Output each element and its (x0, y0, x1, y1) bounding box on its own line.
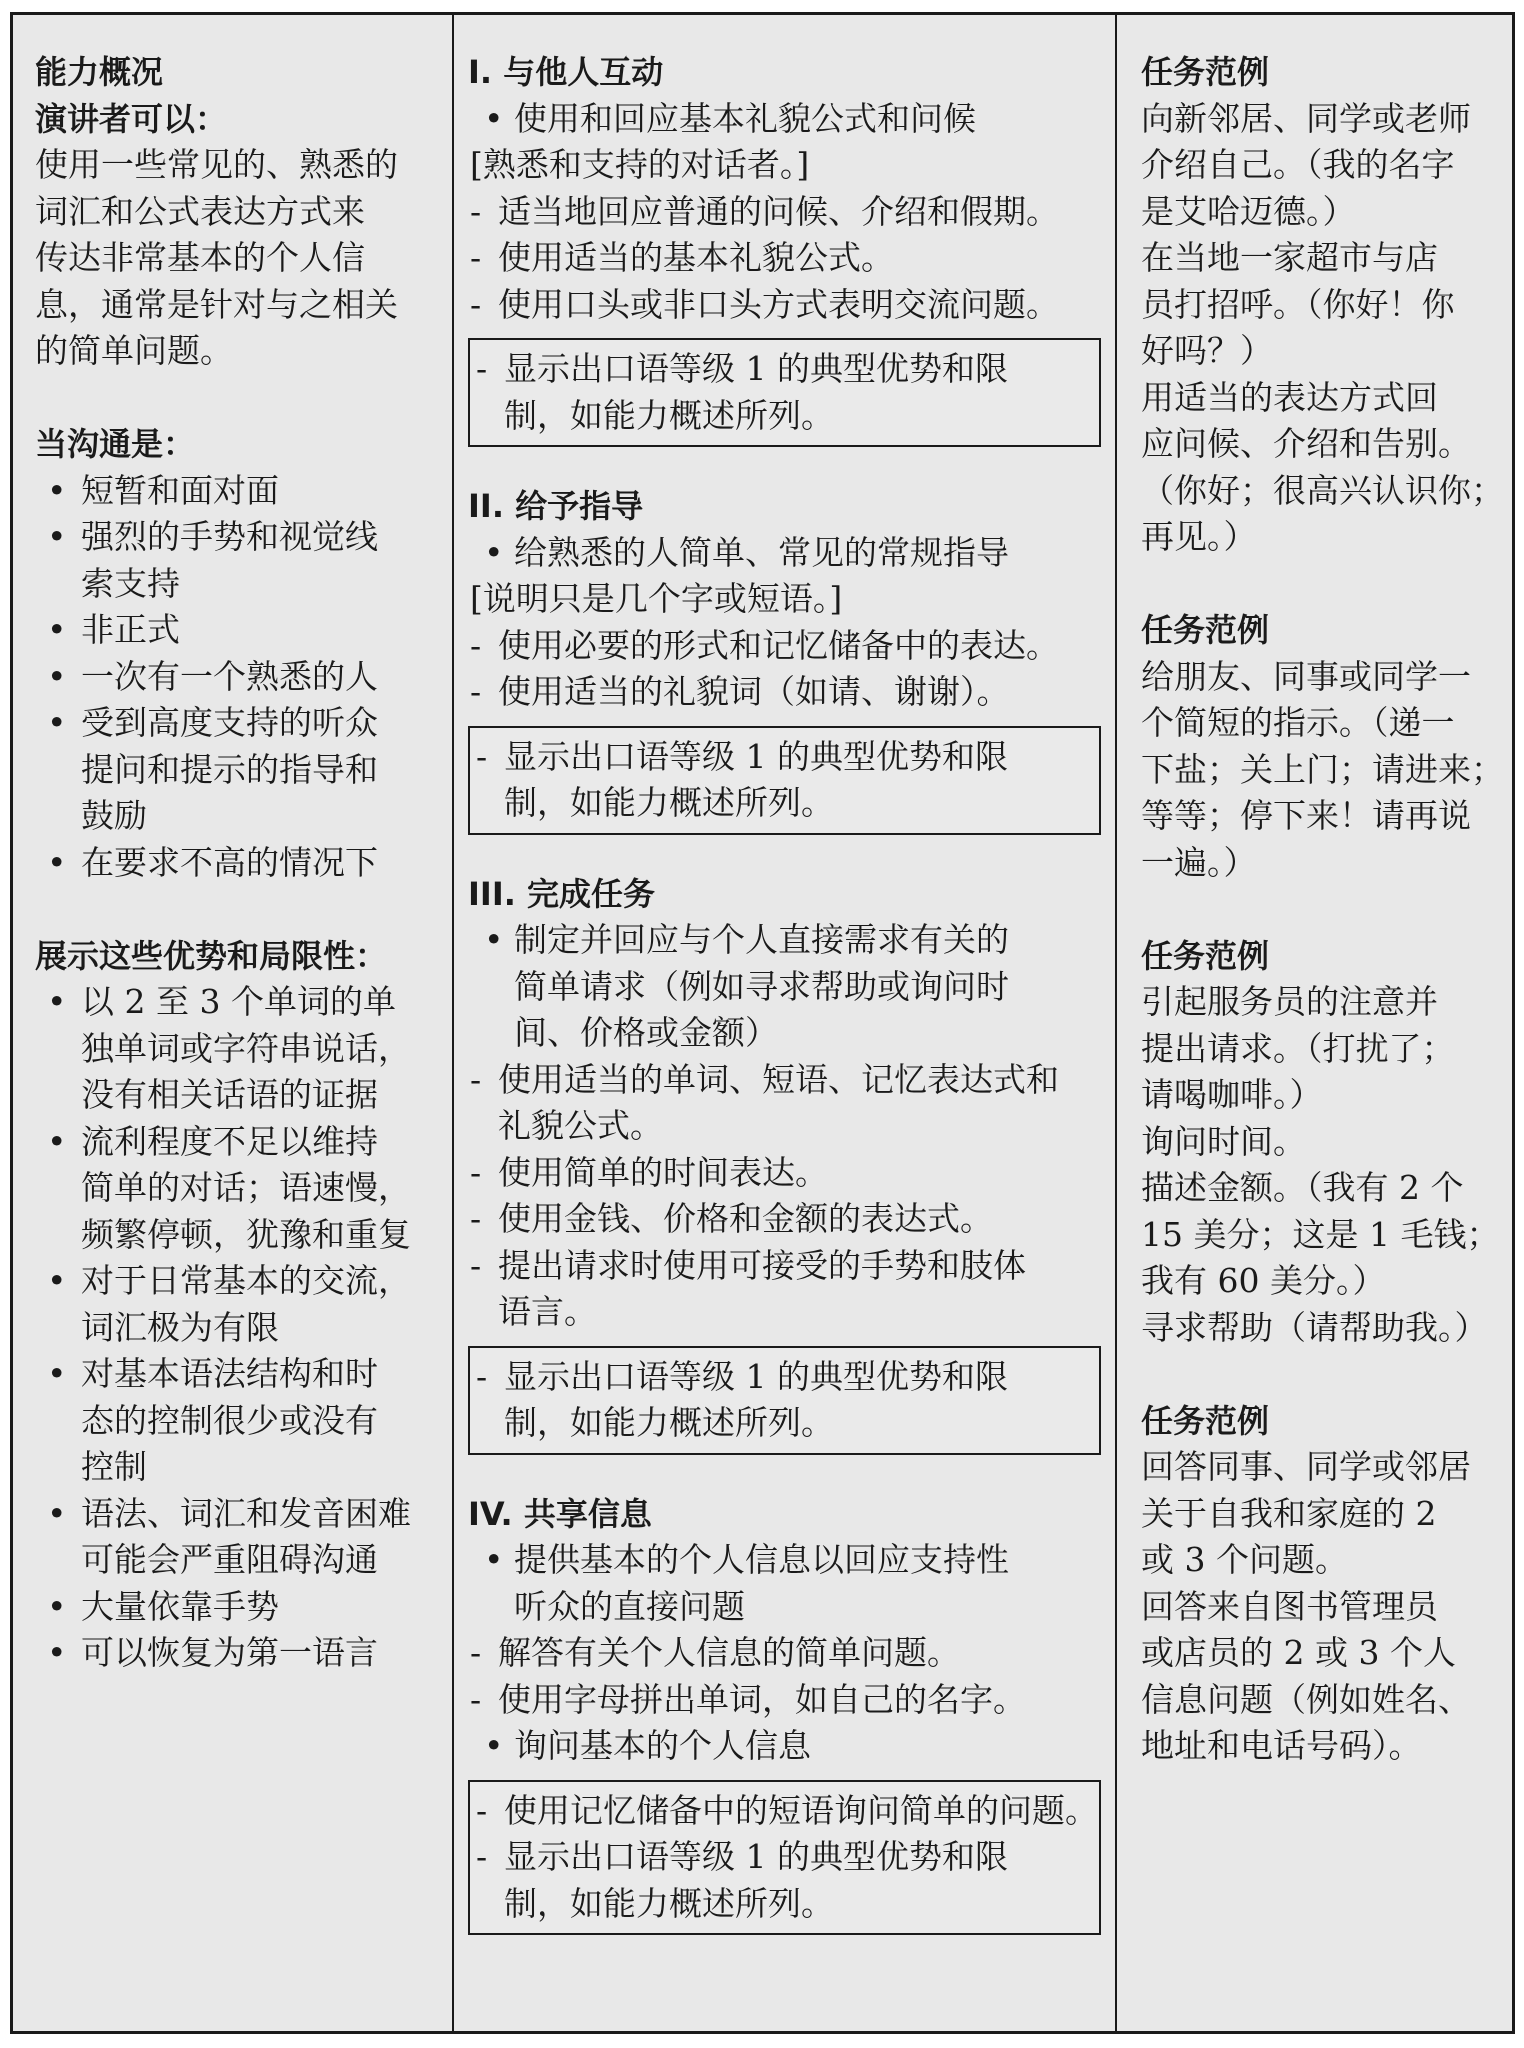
bullet-icon: • (484, 920, 504, 959)
list-item: - 使用必要的形式和记忆储备中的表达。 (470, 625, 1059, 665)
section-title: II. 给予指导 (468, 487, 644, 525)
bullet-icon: • (484, 1726, 504, 1765)
bullet-icon: • (484, 532, 504, 572)
bullet-icon: • (47, 703, 67, 742)
limitations-list (35, 979, 438, 1677)
list-item: - 使用适当的礼貌词（如请、谢谢）。 (470, 672, 1010, 711)
boxed-note: - 使用记忆储备中的短语询问简单的问题。 - 显示出口语等级 1 的典型优势和限 制，如能力概述所列。 (468, 1780, 1101, 1936)
sample-tasks-column (1117, 15, 1512, 2031)
list-item: • 对基本语法结构和时 态的控制很少或没有 控制 (35, 1351, 438, 1491)
profile-column (13, 15, 454, 2031)
bullet-icon: • (47, 982, 67, 1021)
list-item: • 受到高度支持的听众 提问和提示的指导和 鼓励 (35, 700, 438, 840)
list-item: • 大量依靠手势 (35, 1584, 438, 1631)
bullet-icon: • (47, 1354, 67, 1393)
bullet-icon: • (47, 842, 67, 882)
sample-task-title: 任务范例 (1141, 936, 1270, 975)
profile-intro (35, 142, 438, 375)
list-item: - 使用适当的单词、短语、记忆表达式和 礼貌公式。 (470, 1059, 1059, 1145)
bullet-icon: • (47, 517, 67, 556)
boxed-note: - 显示出口语等级 1 的典型优势和限 制，如能力概述所列。 (468, 1346, 1101, 1455)
list-item: - 使用简单的时间表达。 (470, 1152, 828, 1192)
list-item: • 对于日常基本的交流， 词汇极为有限 (35, 1258, 438, 1351)
bullet-icon: • (47, 470, 67, 510)
list-item: • 询问基本的个人信息 (468, 1723, 1101, 1770)
bullet-icon: • (484, 1540, 504, 1579)
list-item: • 以 2 至 3 个单词的单 独单词或字符串说话， 没有相关话语的证据 (35, 979, 438, 1119)
bullet-icon: • (47, 610, 67, 649)
boxed-note: - 显示出口语等级 1 的典型优势和限 制，如能力概述所列。 (468, 726, 1101, 835)
list-item: • 强烈的手势和视觉线 索支持 (35, 514, 438, 607)
bullet-icon: • (47, 1493, 67, 1533)
bullet-icon: • (484, 98, 504, 138)
bullet-icon: • (47, 1586, 67, 1626)
list-item: • 在要求不高的情况下 (35, 840, 438, 887)
list-item: • 非正式 (35, 607, 438, 654)
list-item: • 给熟悉的人简单、常见的常规指导 (468, 530, 1101, 577)
sample-task-title: 任务范例 (1141, 1401, 1270, 1440)
sample-task-block: 任务范例 给朋友、同事或同学一 个简短的指示。（递一 下盐；关上门；请进来； 等等；停下来！请再说 一遍。） (1141, 607, 1500, 886)
context-note: [熟悉和支持的对话者。] (470, 145, 810, 184)
intro-line: 的简单问题。 (35, 331, 233, 370)
section-title: I. 与他人互动 (468, 53, 664, 91)
bullet-icon: • (47, 1121, 67, 1161)
section-giving-instructions (468, 483, 1101, 835)
section-title: III. 完成任务 (468, 874, 656, 913)
speaker-can-heading: 演讲者可以： (35, 99, 228, 138)
sample-task-title: 任务范例 (1141, 611, 1270, 649)
list-item: • 使用和回应基本礼貌公式和问候 (468, 96, 1101, 143)
profile-heading: 能力概况 (35, 53, 164, 91)
sample-task-title: 任务范例 (1141, 53, 1270, 91)
list-item: - 使用字母拼出单词，如自己的名字。 (470, 1679, 1026, 1719)
list-item: • 可以恢复为第一语言 (35, 1630, 438, 1677)
list-item: - 解答有关个人信息的简单问题。 (470, 1633, 960, 1672)
section-sharing-information (468, 1491, 1101, 1936)
functions-column (454, 15, 1117, 2031)
intro-line: 使用一些常见的、熟悉的 (35, 145, 398, 184)
list-item: - 使用金钱、价格和金额的表达式。 (470, 1199, 993, 1238)
bullet-icon: • (47, 656, 67, 696)
list-item: • 提供基本的个人信息以回应支持性 听众的直接问题 (468, 1537, 1101, 1630)
section-title: IV. 共享信息 (468, 1494, 652, 1533)
limitations-heading: 展示这些优势和局限性： (35, 936, 388, 975)
bullet-icon: • (47, 1633, 67, 1672)
intro-line: 传达非常基本的个人信 (35, 238, 365, 277)
section-getting-things-done (468, 871, 1101, 1455)
list-item: • 语法、词汇和发音困难 可能会严重阻碍沟通 (35, 1491, 438, 1584)
list-item: - 适当地回应普通的问候、介绍和假期。 (470, 191, 1059, 231)
sample-task-block: 任务范例 向新邻居、同学或老师 介绍自己。（我的名字 是艾哈迈德。） 在当地一家超市与店 员打招呼。（你好！你 好吗？） 用适当的表达方式回 应问候、介绍和告别。 （你好；很高兴认识你； 再见。） (1141, 49, 1500, 561)
intro-line: 词汇和公式表达方式来 (35, 191, 365, 231)
list-item: • 一次有一个熟悉的人 (35, 654, 438, 701)
communication-list (35, 468, 438, 887)
sample-task-block: 任务范例 引起服务员的注意并 提出请求。（打扰了； 请喝咖啡。） 询问时间。 描述金额。（我有 2 个 15 美分；这是 1 毛钱； 我有 60 美分。） 寻求帮助（请帮助我。） (1141, 933, 1500, 1352)
communication-heading: 当沟通是： (35, 425, 196, 463)
sample-task-block: 任务范例 回答同事、同学或邻居 关于自我和家庭的 2 或 3 个问题。 回答来自图书管理员 或店员的 2 或 3 个人 信息问题（例如姓名、 地址和电话号码）。 (1141, 1398, 1500, 1770)
section-interacting (468, 49, 1101, 447)
list-item: - 使用口头或非口头方式表明交流问题。 (470, 284, 1059, 324)
context-note: [说明只是几个字或短语。] (470, 579, 843, 618)
list-item: - 提出请求时使用可接受的手势和肢体 语言。 (470, 1245, 1026, 1331)
proficiency-table (10, 12, 1515, 2034)
list-item: - 使用适当的基本礼貌公式。 (470, 238, 894, 277)
bullet-icon: • (47, 1261, 67, 1300)
list-item: • 制定并回应与个人直接需求有关的 简单请求（例如寻求帮助或询问时 间、价格或金额） (468, 917, 1101, 1057)
boxed-note: - 显示出口语等级 1 的典型优势和限 制，如能力概述所列。 (468, 338, 1101, 447)
list-item: • 短暂和面对面 (35, 468, 438, 515)
intro-line: 息，通常是针对与之相关 (35, 284, 398, 324)
list-item: • 流利程度不足以维持 简单的对话；语速慢， 频繁停顿，犹豫和重复 (35, 1119, 438, 1259)
